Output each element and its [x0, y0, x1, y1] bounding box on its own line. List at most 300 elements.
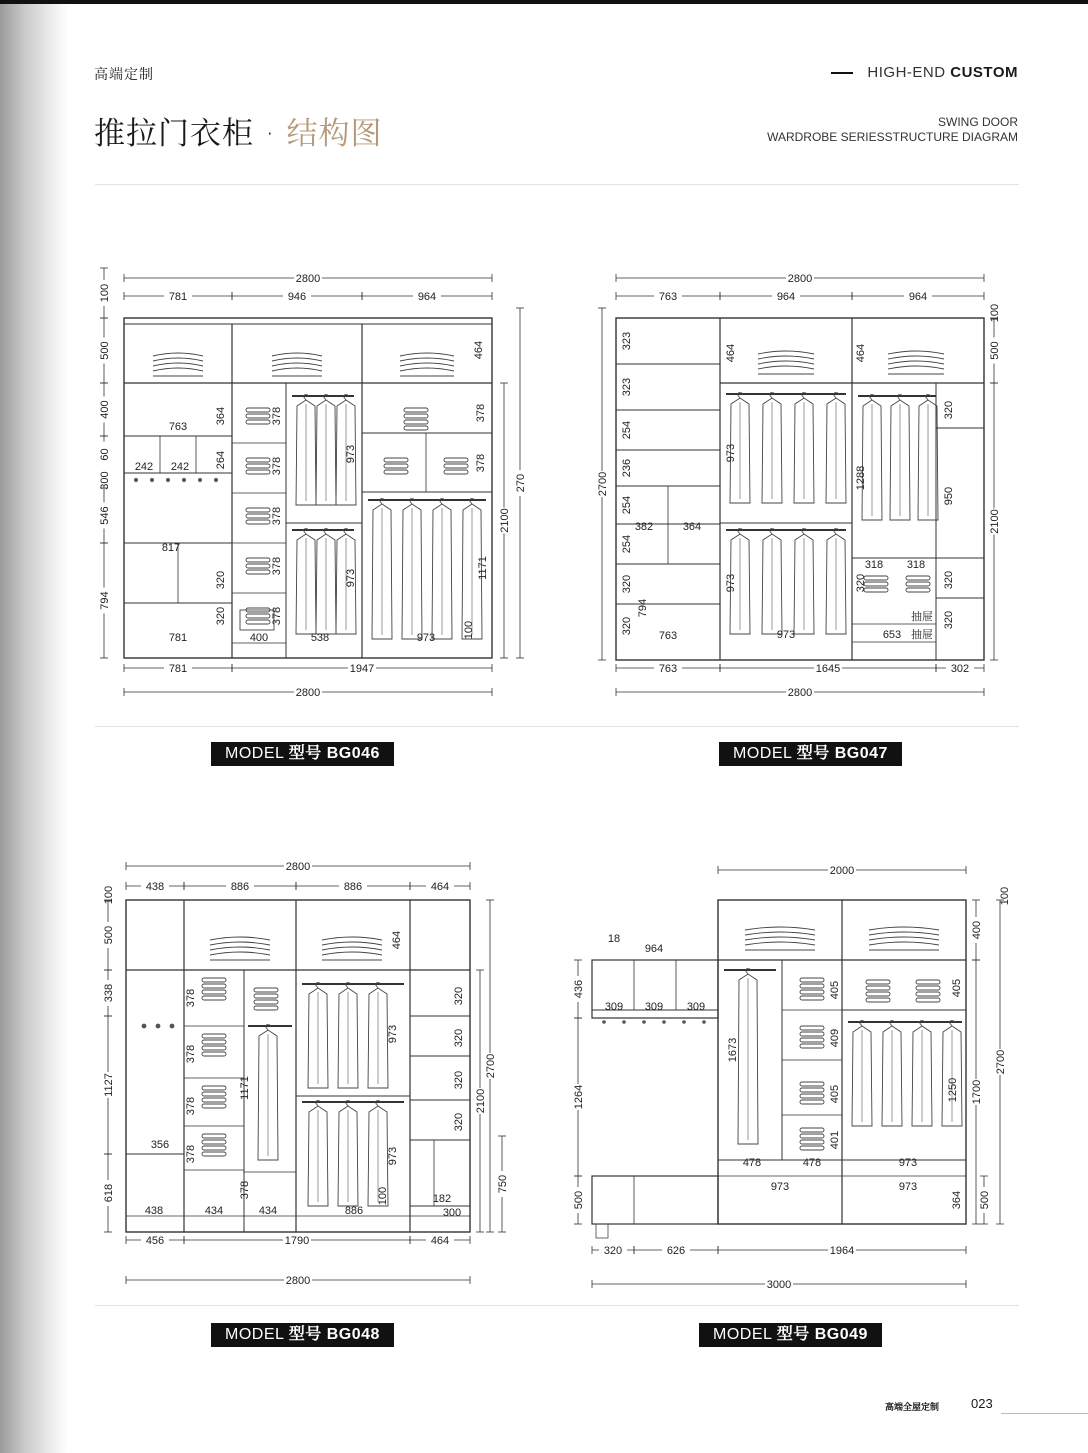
folded-towel-icon [866, 998, 890, 1002]
subtitle-line-2: WARDROBE SERIESSTRUCTURE DIAGRAM [767, 130, 1018, 144]
folded-towel-icon [444, 464, 468, 468]
folded-towel-icon [202, 1140, 226, 1144]
dimension-label: 320 [621, 616, 633, 636]
folded-towel-icon [916, 998, 940, 1002]
dimension-label: 405 [951, 978, 963, 998]
folded-towel-icon [246, 614, 270, 618]
dimension-label: 973 [345, 444, 357, 464]
folded-towel-icon [916, 980, 940, 984]
dimension-label: 1250 [947, 1077, 959, 1103]
dimension-label: 618 [103, 1183, 115, 1203]
dimension-label: 378 [271, 456, 283, 476]
dimension-label: 973 [387, 1146, 399, 1166]
dimension-label: 750 [497, 1174, 509, 1194]
dimension-label: 338 [103, 983, 115, 1003]
dimension-label: 973 [725, 573, 737, 593]
dimension-label: 946 [287, 291, 307, 303]
folded-towel-icon [246, 558, 270, 562]
dimension-label: 254 [621, 495, 633, 515]
dimension-label: 1171 [239, 1076, 251, 1100]
dimension-label: 270 [515, 473, 527, 493]
dimension-label: 100 [99, 283, 111, 303]
dimension-label: 964 [908, 291, 928, 303]
dimension-label: 763 [658, 663, 678, 675]
folded-clothes-icon [400, 363, 454, 366]
dimension-label: 抽屉 [911, 629, 933, 641]
folded-towel-icon [246, 458, 270, 462]
drawing-bg047 [592, 268, 1032, 708]
model-cn: 型号 [776, 1326, 815, 1343]
folded-towel-icon [906, 576, 930, 580]
folded-clothes-icon [322, 952, 382, 955]
folded-towel-icon [202, 990, 226, 994]
dimension-label: 538 [310, 632, 330, 644]
folded-towel-icon [800, 996, 824, 1000]
drawing-bg048 [96, 856, 536, 1296]
folded-towel-icon [384, 470, 408, 474]
dimension-label: 320 [603, 1245, 623, 1257]
dimension-label: 763 [658, 630, 678, 642]
folded-towel-icon [800, 1094, 824, 1098]
dimension-label: 378 [185, 1144, 197, 1164]
dimension-label: 242 [170, 461, 190, 473]
dimension-label: 973 [725, 443, 737, 463]
folded-towel-icon [800, 990, 824, 994]
dimension-label: 2700 [995, 1049, 1007, 1075]
folded-towel-icon [246, 514, 270, 518]
dimension-label: 254 [621, 534, 633, 554]
brand-en-label [831, 64, 1018, 81]
dimension-label: 抽屉 [911, 611, 933, 623]
dimension-label: 2700 [597, 471, 609, 497]
folded-towel-icon [202, 1046, 226, 1050]
dimension-label: 100 [463, 620, 475, 640]
dimension-label: 378 [271, 406, 283, 426]
folded-clothes-icon [322, 947, 382, 950]
hook-icon [150, 478, 154, 482]
folded-towel-icon [246, 408, 270, 412]
dimension-label: 264 [215, 450, 227, 470]
folded-towel-icon [916, 992, 940, 996]
dimension-label: 60 [99, 448, 111, 461]
folded-towel-icon [384, 464, 408, 468]
dimension-label: 2100 [475, 1088, 487, 1114]
dimension-label: 100 [377, 1186, 389, 1206]
dimension-label: 438 [144, 1205, 164, 1217]
hook-icon [622, 1020, 626, 1024]
dimension-label: 378 [475, 403, 487, 423]
folded-towel-icon [906, 582, 930, 586]
dimension-label: 364 [951, 1190, 963, 1210]
folded-towel-icon [916, 986, 940, 990]
page-number: 023 [971, 1396, 993, 1411]
dimension-label: 378 [185, 988, 197, 1008]
dimension-label: 794 [637, 598, 649, 618]
dimension-label: 500 [989, 341, 1001, 360]
folded-towel-icon [246, 520, 270, 524]
dimension-label: 2700 [485, 1053, 497, 1079]
dimension-label: 378 [271, 606, 283, 626]
dimension-label: 400 [971, 920, 983, 940]
dimension-label: 320 [215, 570, 227, 590]
model-prefix: MODEL [733, 745, 797, 762]
model-cn: 型号 [288, 745, 327, 762]
dimension-label: 478 [742, 1157, 762, 1169]
folded-clothes-icon [869, 937, 939, 940]
dimension-label: 456 [145, 1235, 165, 1247]
dimension-label: 438 [145, 881, 165, 893]
dimension-label: 973 [898, 1181, 918, 1193]
folded-clothes-icon [869, 942, 939, 945]
folded-towel-icon [404, 414, 428, 418]
dimension-label: 320 [453, 1028, 465, 1048]
dimension-label: 1673 [727, 1037, 739, 1063]
dimension-label: 320 [943, 400, 955, 420]
dimension-label: 2800 [295, 273, 321, 285]
dimension-label: 378 [271, 506, 283, 526]
dimension-label: 2800 [295, 687, 321, 699]
folded-towel-icon [444, 470, 468, 474]
dimension-label: 364 [682, 521, 702, 533]
folded-clothes-icon [210, 937, 270, 940]
dimension-label: 1264 [573, 1084, 585, 1110]
dimension-label: 973 [898, 1157, 918, 1169]
title-main: 推拉门衣柜 · [94, 116, 287, 152]
dimension-label: 973 [345, 568, 357, 588]
dimension-label: 2800 [787, 273, 813, 285]
folded-towel-icon [864, 582, 888, 586]
dimension-label: 409 [829, 1028, 841, 1048]
header-divider [95, 184, 1019, 185]
model-tag-bg046 [211, 742, 394, 766]
folded-clothes-icon [888, 366, 944, 369]
folded-clothes-icon [745, 937, 815, 940]
folded-towel-icon [202, 1146, 226, 1150]
dimension-label: 436 [573, 979, 585, 999]
folded-clothes-icon [758, 351, 814, 354]
dimension-label: 500 [99, 341, 111, 360]
folded-clothes-icon [869, 932, 939, 935]
folded-towel-icon [202, 1152, 226, 1156]
dimension-label: 100 [999, 886, 1011, 906]
dimension-label: 2000 [829, 865, 855, 877]
hook-icon [702, 1020, 706, 1024]
folded-towel-icon [246, 470, 270, 474]
dimension-label: 382 [634, 521, 654, 533]
folded-towel-icon [444, 458, 468, 462]
hook-icon [662, 1020, 666, 1024]
dimension-label: 320 [453, 1112, 465, 1132]
folded-clothes-icon [869, 927, 939, 930]
brand-en-light: HIGH-END [867, 64, 951, 81]
folded-clothes-icon [745, 942, 815, 945]
hook-icon [642, 1020, 646, 1024]
folded-towel-icon [246, 420, 270, 424]
folded-clothes-icon [400, 368, 454, 371]
dimension-label: 323 [621, 377, 633, 397]
dimension-label: 2800 [285, 861, 311, 873]
hook-icon [602, 1020, 606, 1024]
drawing-bg049 [568, 860, 1028, 1300]
folded-towel-icon [800, 1038, 824, 1042]
folded-towel-icon [246, 508, 270, 512]
footer-rule [1001, 1413, 1088, 1414]
folded-clothes-icon [888, 351, 944, 354]
folded-towel-icon [254, 988, 278, 992]
dimension-label: 973 [387, 1024, 399, 1044]
dimension-label: 1127 [103, 1073, 115, 1097]
folded-towel-icon [866, 980, 890, 984]
dimension-label: 500 [103, 925, 115, 945]
folded-towel-icon [246, 414, 270, 418]
dimension-label: 302 [950, 663, 970, 675]
dimension-label: 320 [943, 570, 955, 590]
dimension-label: 242 [134, 461, 154, 473]
dimension-label: 653 [882, 629, 902, 641]
folded-clothes-icon [272, 368, 322, 371]
dimension-label: 378 [185, 1044, 197, 1064]
folded-clothes-icon [888, 356, 944, 359]
folded-towel-icon [800, 1088, 824, 1092]
folded-towel-icon [246, 564, 270, 568]
hook-icon [198, 478, 202, 482]
model-prefix: MODEL [225, 1326, 289, 1343]
dimension-label: 464 [430, 881, 450, 893]
hook-icon [142, 1024, 147, 1029]
model-code: BG047 [834, 745, 888, 762]
folded-clothes-icon [758, 356, 814, 359]
dimension-label: 1964 [829, 1245, 855, 1257]
dimension-label: 182 [432, 1193, 452, 1205]
model-prefix: MODEL [713, 1326, 777, 1343]
folded-clothes-icon [745, 932, 815, 935]
model-cn: 型号 [288, 1326, 327, 1343]
low-cabinet-unit [592, 1176, 718, 1224]
dimension-label: 320 [855, 573, 867, 593]
folded-clothes-icon [322, 937, 382, 940]
dimension-label: 300 [442, 1207, 462, 1219]
folded-towel-icon [800, 978, 824, 982]
hook-icon [682, 1020, 686, 1024]
folded-towel-icon [254, 994, 278, 998]
dimension-label: 817 [161, 542, 181, 554]
dimension-label: 973 [416, 632, 436, 644]
brand-cn-label: 高端定制 [94, 66, 154, 82]
model-tag-bg049 [699, 1323, 882, 1347]
dimension-label: 320 [453, 1070, 465, 1090]
dimension-label: 100 [989, 303, 1001, 323]
dimension-label: 781 [168, 663, 188, 675]
row-divider-1 [95, 726, 1019, 727]
hook-icon [166, 478, 170, 482]
folded-towel-icon [202, 1034, 226, 1038]
dimension-label: 320 [943, 610, 955, 630]
dimension-label: 1288 [855, 465, 867, 491]
folded-towel-icon [800, 1134, 824, 1138]
folded-towel-icon [800, 1146, 824, 1150]
folded-towel-icon [202, 984, 226, 988]
dimension-label: 2800 [285, 1275, 311, 1287]
folded-clothes-icon [272, 353, 322, 356]
model-cn: 型号 [796, 745, 835, 762]
folded-clothes-icon [400, 353, 454, 356]
dimension-label: 886 [344, 1205, 364, 1217]
dimension-label: 400 [99, 400, 111, 419]
folded-towel-icon [202, 1134, 226, 1138]
dimension-label: 964 [644, 943, 664, 955]
dimension-label: 478 [802, 1157, 822, 1169]
dimension-label: 464 [430, 1235, 450, 1247]
folded-towel-icon [404, 420, 428, 424]
folded-towel-icon [202, 1040, 226, 1044]
dimension-label: 1700 [971, 1079, 983, 1105]
folded-clothes-icon [210, 942, 270, 945]
dimension-label: 434 [204, 1205, 224, 1217]
folded-towel-icon [202, 996, 226, 1000]
hook-icon [170, 1024, 175, 1029]
dimension-label: 781 [168, 291, 188, 303]
folded-towel-icon [866, 992, 890, 996]
dimension-label: 1947 [349, 663, 375, 675]
folded-towel-icon [404, 408, 428, 412]
folded-towel-icon [254, 1000, 278, 1004]
folded-towel-icon [800, 984, 824, 988]
dimension-label: 405 [829, 980, 841, 1000]
dimension-label: 309 [644, 1001, 664, 1013]
dimension-label: 1645 [815, 663, 841, 675]
binding-gutter-shadow [0, 0, 68, 1453]
dimension-label: 3000 [766, 1279, 792, 1291]
model-code: BG049 [814, 1326, 868, 1343]
folded-towel-icon [202, 1092, 226, 1096]
folded-towel-icon [800, 1140, 824, 1144]
dimension-label: 18 [607, 933, 621, 945]
folded-towel-icon [864, 588, 888, 592]
dimension-label: 886 [230, 881, 250, 893]
folded-clothes-icon [888, 361, 944, 364]
folded-towel-icon [202, 1052, 226, 1056]
folded-clothes-icon [272, 363, 322, 366]
folded-towel-icon [404, 426, 428, 430]
folded-towel-icon [800, 1082, 824, 1086]
dimension-label: 356 [150, 1139, 170, 1151]
title-accent: 结构图 [286, 116, 383, 152]
folded-towel-icon [246, 620, 270, 624]
cabinet-outline [616, 318, 984, 660]
model-tag-bg047 [719, 742, 902, 766]
cabinet-outline [126, 900, 470, 1232]
dimension-label: 500 [979, 1190, 991, 1210]
folded-towel-icon [246, 464, 270, 468]
drawing-bg046 [96, 268, 536, 708]
dimension-label: 964 [417, 291, 437, 303]
folded-towel-icon [866, 986, 890, 990]
dimension-label: 378 [185, 1096, 197, 1116]
dimension-label: 763 [168, 421, 188, 433]
dimension-label: 434 [258, 1205, 278, 1217]
page-title [94, 108, 383, 153]
brand-en-bold: CUSTOM [950, 64, 1018, 81]
folded-towel-icon [202, 978, 226, 982]
dimension-label: 464 [391, 930, 403, 950]
folded-clothes-icon [153, 368, 203, 371]
folded-towel-icon [864, 576, 888, 580]
folded-towel-icon [254, 1006, 278, 1010]
dimension-label: 378 [475, 453, 487, 473]
shoe-rack-icon [596, 1224, 608, 1238]
dimension-label: 300 [99, 471, 111, 490]
dimension-label: 323 [621, 331, 633, 351]
dimension-label: 794 [99, 591, 111, 610]
page-subtitle [767, 115, 1018, 145]
dimension-label: 2800 [787, 687, 813, 699]
dimension-label: 464 [725, 343, 737, 363]
dimension-label: 2100 [499, 508, 511, 533]
dimension-label: 964 [776, 291, 796, 303]
dimension-label: 546 [99, 506, 111, 525]
dimension-label: 320 [621, 574, 633, 594]
dimension-label: 320 [453, 986, 465, 1006]
folded-clothes-icon [758, 366, 814, 369]
row-divider-2 [95, 1305, 1019, 1306]
dimension-label: 401 [829, 1130, 841, 1150]
dimension-label: 405 [829, 1084, 841, 1104]
folded-clothes-icon [322, 942, 382, 945]
folded-towel-icon [202, 1104, 226, 1108]
folded-towel-icon [800, 1026, 824, 1030]
brand-dash-icon [831, 72, 853, 74]
dimension-label: 464 [855, 343, 867, 363]
dimension-label: 318 [864, 559, 884, 571]
dimension-label: 973 [770, 1181, 790, 1193]
hook-icon [182, 478, 186, 482]
dimension-label: 1790 [284, 1235, 310, 1247]
hook-icon [134, 478, 138, 482]
dimension-label: 464 [473, 340, 485, 360]
folded-towel-icon [246, 570, 270, 574]
folded-clothes-icon [153, 358, 203, 361]
model-prefix: MODEL [225, 745, 289, 762]
model-code: BG046 [326, 745, 380, 762]
folded-clothes-icon [272, 358, 322, 361]
folded-towel-icon [800, 1044, 824, 1048]
folded-clothes-icon [400, 358, 454, 361]
folded-clothes-icon [758, 361, 814, 364]
folded-clothes-icon [745, 927, 815, 930]
dimension-label: 2100 [989, 509, 1001, 534]
dimension-label: 763 [658, 291, 678, 303]
dimension-label: 973 [776, 629, 796, 641]
folded-clothes-icon [210, 952, 270, 955]
dimension-label: 364 [215, 406, 227, 426]
top-edge-bar [0, 0, 1088, 4]
model-tag-bg048 [211, 1323, 394, 1347]
dimension-label: 318 [906, 559, 926, 571]
dimension-label: 886 [343, 881, 363, 893]
folded-clothes-icon [210, 947, 270, 950]
dimension-label: 500 [573, 1190, 585, 1210]
folded-towel-icon [800, 1100, 824, 1104]
dimension-label: 378 [271, 556, 283, 576]
dimension-label: 1171 [477, 556, 489, 580]
folded-clothes-icon [153, 353, 203, 356]
folded-towel-icon [202, 1086, 226, 1090]
folded-towel-icon [384, 458, 408, 462]
dimension-label: 320 [215, 606, 227, 626]
hook-icon [156, 1024, 161, 1029]
dimension-label: 100 [103, 885, 115, 905]
model-code: BG048 [326, 1326, 380, 1343]
